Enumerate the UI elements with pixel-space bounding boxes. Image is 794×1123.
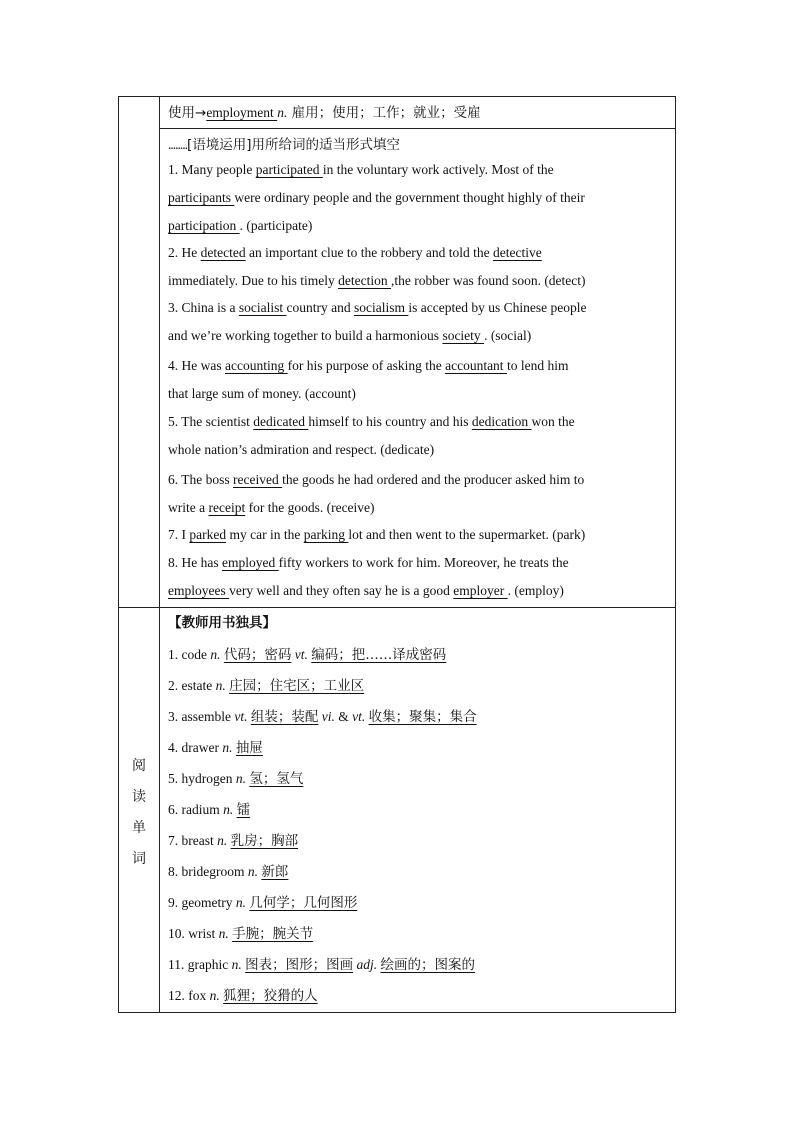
line-text: my car in the [226,527,304,542]
line-text: vt. [234,709,248,724]
section-divider [119,607,675,608]
exercise-line [168,300,586,316]
vocab-item [168,705,477,725]
line-text: for his purpose of asking the [287,358,446,373]
answer-text: detected [200,245,246,260]
vocab-item [168,984,318,1004]
row1-pos: n. [277,105,288,120]
exercise-line [168,218,312,234]
vocab-item [168,798,250,818]
answer-text: 图表；图形；图画 [245,957,354,973]
side-label-char: 读 [132,789,146,805]
line-text: n. [247,864,258,879]
leader-dots: ........ [168,137,187,152]
line-text: himself to his country and his [308,414,472,429]
line-text: for the goods. (receive) [245,500,375,515]
line-text: 10. wrist [168,926,219,941]
answer-text: 编码；把……译成密码 [311,647,447,663]
answer-text: 几何学；几何图形 [249,895,358,911]
line-text: 5. The scientist [168,414,254,429]
line-text: n. [223,802,234,817]
line-text: 6. The boss [168,472,234,487]
line-text: 7. I [168,527,190,542]
vocab-item [168,891,357,911]
line-text: vt. [294,647,308,662]
row1-meaning: 雇用；使用；工作；就业；受雇 [287,105,481,121]
line-text: and we’re working together to build a harmonious [168,328,443,343]
exercise-line [168,273,586,289]
exercise-line [168,414,575,430]
line-text: . (participate) [239,218,313,233]
exercise-heading-line [168,133,400,153]
exercise-line [168,527,585,543]
line-text: & [334,709,353,724]
line-text: . (employ) [507,583,564,598]
vocab-item [168,860,288,880]
side-label-char: 单 [132,820,146,836]
exercise-line [168,442,434,458]
line-text: adj. [356,957,378,972]
vocab-item [168,767,303,787]
answer-text: 狐狸；狡猾的人 [223,988,318,1004]
answer-text: society [442,328,485,343]
exercise-line [168,386,356,402]
row1-prefix: 使用→ [168,105,207,121]
answer-text: participation [168,218,240,233]
line-text: n. [231,957,242,972]
answer-text: receipt [208,500,246,515]
row-divider [159,128,675,129]
line-text: n. [235,895,246,910]
line-text: fifty workers to work for him. Moreover, he treats the [278,555,569,570]
line-text: n. [217,833,228,848]
line-text: 8. He has [168,555,222,570]
answer-text: employer [453,583,508,598]
answer-text: accountant [445,358,507,373]
line-text: were ordinary people and the government thought highly of their [234,190,585,205]
exercise-line [168,555,569,571]
row1-word: employment [206,105,278,120]
answer-text: participants [168,190,235,205]
line-text: . (social) [484,328,532,343]
line-text: 4. He was [168,358,225,373]
vocab-item [168,953,475,973]
line-text: lot and then went to the supermarket. (park) [348,527,586,542]
line-text: 3. assemble [168,709,235,724]
exercise-line [168,358,568,374]
vocab-item [168,829,298,849]
line-text: 2. estate [168,678,216,693]
answer-text: received [233,472,283,487]
line-text: 4. drawer [168,740,223,755]
line-text: n. [222,740,233,755]
line-text: 5. hydrogen [168,771,236,786]
exercise-line [168,190,585,206]
vocab-item [168,736,263,756]
answer-text: socialism [353,300,409,315]
answer-text: parking [303,527,349,542]
vocab-item [168,674,364,694]
line-text: the goods he had ordered and the producer asked him to [282,472,585,487]
answer-text: detection [338,273,391,288]
vocab-item [168,922,313,942]
answer-text: 绘画的；图案的 [380,957,475,973]
line-text: 2. He [168,245,201,260]
line-text: in the voluntary work actively. Most of the [322,162,554,177]
vocabulary-table [118,96,676,1013]
answer-text: dedication [471,414,532,429]
line-text: 11. graphic [168,957,232,972]
answer-text: 抽屉 [235,740,263,756]
answer-text: accounting [225,358,288,373]
answer-text: 庄园；住宅区；工业区 [229,678,365,694]
line-text: that large sum of money. (account) [168,386,356,401]
exercise-line [168,472,584,488]
answer-text: parked [189,527,227,542]
line-text: n. [210,647,221,662]
line-text: immediately. Due to his timely [168,273,339,288]
table-column-divider [159,97,160,1012]
line-text: very well and they often say he is a good [229,583,454,598]
line-text: ,the robber was found soon. (detect) [390,273,586,288]
line-text: write a [168,500,209,515]
answer-text: 氢；氢气 [249,771,304,787]
exercise-line [168,328,531,344]
answer-text: 新郎 [261,864,289,880]
answer-text: employed [222,555,279,570]
answer-text: dedicated [253,414,309,429]
line-text: n. [235,771,246,786]
answer-text: 手腕；腕关节 [232,926,314,942]
line-text: 6. radium [168,802,224,817]
vocab-heading: 【教师用书独具】 [168,615,276,631]
line-text: is accepted by us Chinese people [408,300,587,315]
answer-text: detective [493,245,542,260]
line-text: 9. geometry [168,895,236,910]
employment-row [168,101,481,121]
exercise-line [168,162,554,178]
line-text: 12. fox [168,988,210,1003]
line-text: 1. Many people [168,162,256,177]
line-text: 3. China is a [168,300,239,315]
answer-text: socialist [238,300,287,315]
side-label-char: 阅 [132,758,146,774]
side-label-char: 词 [132,851,146,867]
line-text: 7. breast [168,833,218,848]
line-text: n. [218,926,229,941]
line-text: n. [215,678,226,693]
line-text: an important clue to the robbery and told the [245,245,494,260]
line-text: whole nation’s admiration and respect. (dedicate) [168,442,435,457]
answer-text: 组装；装配 [250,709,319,725]
line-text: country and [286,300,354,315]
exercise-line [168,500,375,516]
answer-text: 收集；聚集；集合 [368,709,477,725]
line-text: to lend him [506,358,569,373]
line-text: vi. [321,709,335,724]
answer-text: 代码；密码 [223,647,292,663]
exercise-heading: [语境运用]用所给词的适当形式填空 [187,137,401,153]
line-text: n. [209,988,220,1003]
line-text: won the [531,414,575,429]
answer-text: 镭 [236,802,251,818]
line-text: 8. bridegroom [168,864,248,879]
answer-text: participated [255,162,323,177]
vocab-item [168,643,446,663]
line-text: vt. [352,709,366,724]
exercise-line [168,245,542,261]
answer-text: employees [168,583,230,598]
answer-text: 乳房；胸部 [230,833,299,849]
line-text: 1. code [168,647,211,662]
exercise-line [168,583,564,599]
